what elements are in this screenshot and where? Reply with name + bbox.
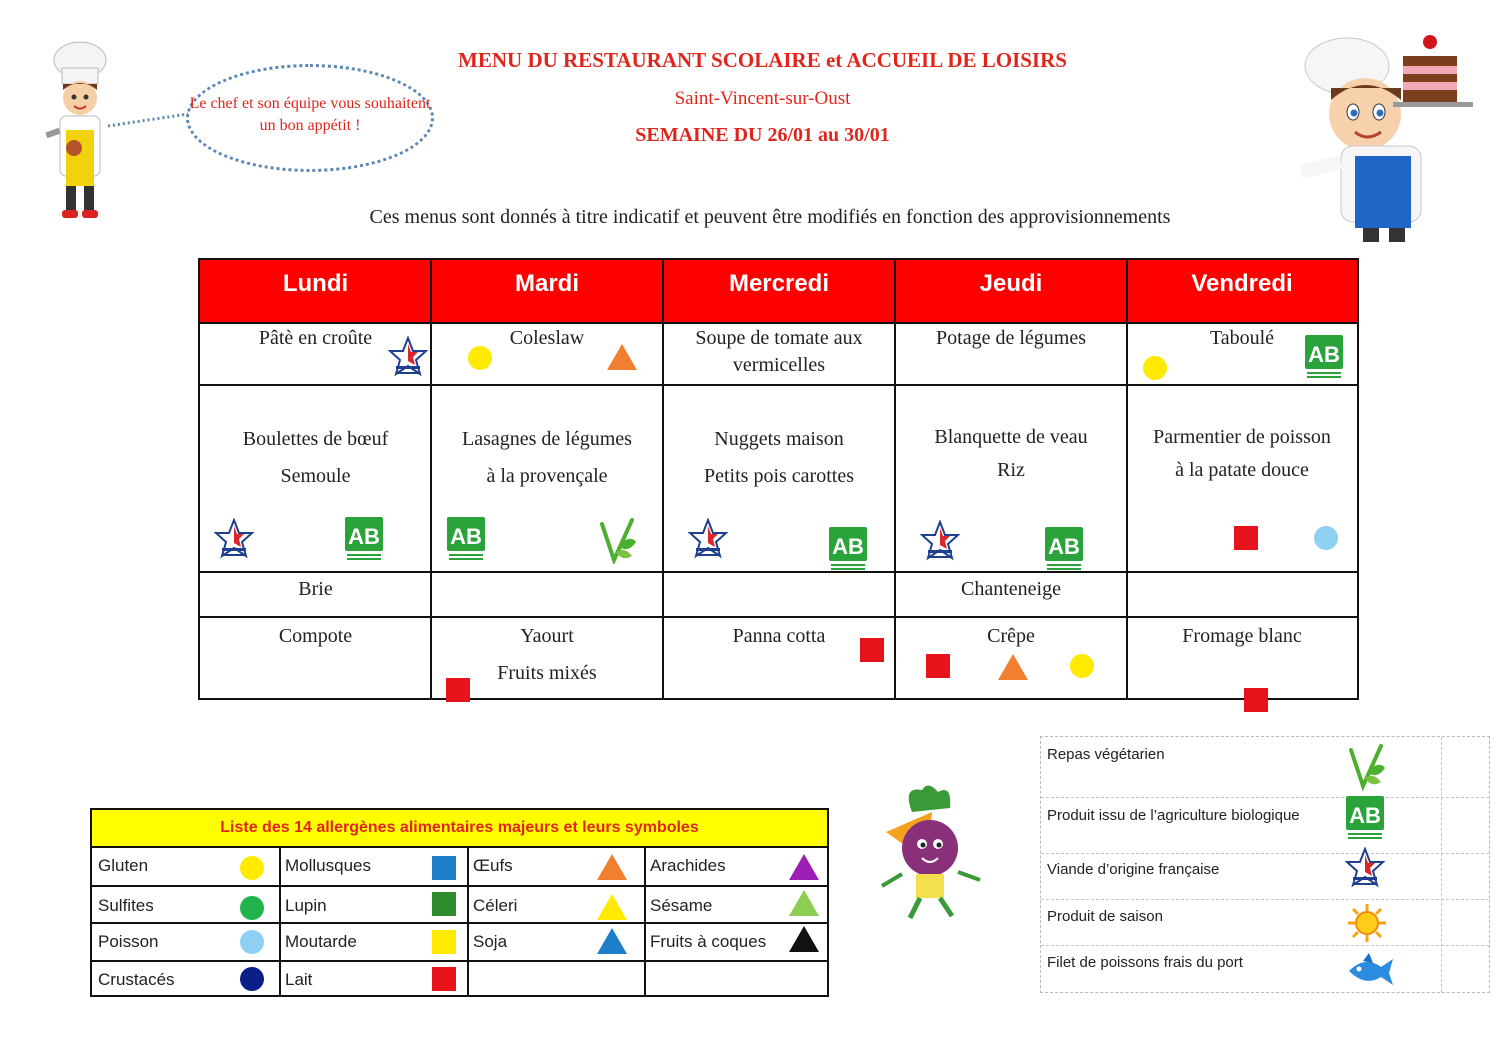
plat-line: Petits pois carottes: [704, 465, 854, 487]
lupin-symbol-icon: [432, 892, 456, 916]
allergen-oeufs-icon: [998, 654, 1028, 680]
day-lundi: Lundi: [282, 270, 349, 297]
day-mardi: Mardi: [514, 270, 579, 297]
legend-label: Viande d’origine française: [1047, 861, 1220, 878]
beet-mascot-illustration: [872, 782, 990, 924]
agriculture-bio-icon: [344, 516, 384, 562]
allergen-name: Œufs: [473, 856, 513, 875]
col-divider: [279, 848, 281, 997]
legend-row-divider: [1041, 899, 1489, 900]
fish-icon: [1345, 951, 1395, 989]
plat-line: Semoule: [280, 465, 351, 487]
allergen-oeufs-icon: [607, 344, 637, 370]
agriculture-bio-icon: [446, 516, 486, 562]
entree-mardi: Coleslaw: [509, 327, 585, 349]
allergen-name: Céleri: [473, 896, 518, 915]
sun-icon: [1347, 903, 1387, 943]
row-divider: [200, 571, 1357, 573]
allergen-lait-icon: [446, 678, 470, 702]
legend-label: Produit de saison: [1047, 908, 1163, 925]
moutarde-symbol-icon: [432, 930, 456, 954]
plat-mercredi: [663, 421, 895, 495]
fruits-a-coques-symbol-icon: [789, 926, 819, 952]
allergen-name: Sulfites: [98, 896, 154, 915]
plat-vendredi: [1127, 421, 1357, 487]
town-name: Saint-Vincent-sur-Oust: [674, 88, 851, 109]
allergen-name: Soja: [473, 932, 508, 951]
viande-bovine-france-icon: [214, 518, 254, 562]
legend-label: Produit issu de l’agriculture biologique: [1047, 807, 1300, 824]
dessert-line: Crêpe: [987, 625, 1035, 647]
col-divider: [644, 848, 646, 997]
fromage-jeudi: Chanteneige: [961, 578, 1061, 600]
dessert-jeudi: [895, 618, 1127, 655]
allergen-lait-icon: [860, 638, 884, 662]
allergen-name: Mollusques: [285, 856, 371, 875]
page-title: MENU DU RESTAURANT SCOLAIRE et ACCUEIL DE LOISIRS: [458, 48, 1067, 72]
allergen-name: Moutarde: [285, 932, 357, 951]
poisson-symbol-icon: [240, 930, 264, 954]
day-mercredi: Mercredi: [728, 270, 830, 297]
plat-lundi: [200, 421, 431, 495]
allergen-table: [90, 808, 829, 997]
viande-bovine-france-icon: [388, 336, 428, 380]
plat-jeudi: [895, 421, 1127, 487]
legend-label: Filet de poissons frais du port: [1047, 954, 1243, 971]
plat-line: Lasagnes de légumes: [462, 428, 632, 450]
sulfites-symbol-icon: [240, 896, 264, 920]
allergen-lait-icon: [926, 654, 950, 678]
row-divider: [92, 885, 827, 887]
dessert-line: Panna cotta: [732, 625, 826, 647]
agriculture-bio-icon: [1304, 334, 1344, 380]
vegetarian-icon: [598, 516, 638, 564]
row-divider: [200, 384, 1357, 386]
plat-line: Boulettes de bœuf: [242, 428, 389, 450]
gluten-symbol-icon: [240, 856, 264, 880]
row-divider: [200, 322, 1357, 324]
row-divider: [92, 922, 827, 924]
plat-line: Parmentier de poisson: [1153, 426, 1331, 448]
allergen-name: Lait: [285, 970, 313, 989]
viande-bovine-france-icon: [920, 520, 960, 564]
legend-row-divider: [1041, 945, 1489, 946]
dessert-line: Fruits mixés: [497, 662, 597, 684]
agriculture-bio-icon: [1345, 795, 1385, 841]
ab-logo-text: AB: [1308, 342, 1340, 367]
allergen-name: Sésame: [650, 896, 713, 915]
chef-left-illustration: [40, 40, 120, 225]
fromage-lundi: Brie: [298, 578, 333, 600]
entree-lundi: Pâtè en croûte: [258, 327, 373, 349]
bubble-tail: [108, 110, 190, 130]
day-vendredi: Vendredi: [1191, 270, 1293, 297]
sesame-symbol-icon: [789, 890, 819, 916]
legend-label: Repas végétarien: [1047, 746, 1165, 763]
viande-bovine-france-icon: [1345, 847, 1385, 891]
crustaces-symbol-icon: [240, 967, 264, 991]
ab-logo-text: AB: [348, 524, 380, 549]
chef-right-illustration: [1285, 22, 1485, 247]
plat-line: Riz: [997, 459, 1025, 481]
allergen-name: Fruits à coques: [650, 932, 767, 951]
dessert-lundi: [200, 618, 431, 655]
ab-logo-text: AB: [1048, 534, 1080, 559]
dessert-line: Fromage blanc: [1182, 625, 1302, 647]
allergen-lait-icon: [1234, 526, 1258, 550]
agriculture-bio-icon: [1044, 526, 1084, 572]
day-jeudi: Jeudi: [979, 270, 1043, 297]
agriculture-bio-icon: [828, 526, 868, 572]
allergen-name: Arachides: [650, 856, 726, 875]
vegetarian-icon: [1347, 741, 1387, 791]
legend-box: [1040, 736, 1490, 993]
legend-row-divider: [1041, 853, 1489, 854]
dessert-line: Yaourt: [520, 625, 574, 647]
plat-line: Blanquette de veau: [934, 426, 1088, 448]
allergen-gluten-icon: [1070, 654, 1094, 678]
ab-logo-text: AB: [1349, 803, 1381, 828]
oeufs-symbol-icon: [597, 854, 627, 880]
allergen-table-title: Liste des 14 allergènes alimentaires majeurs et leurs symboles: [92, 810, 827, 848]
plat-line: à la provençale: [486, 465, 608, 487]
menu-table: [198, 258, 1359, 700]
allergen-lait-icon: [1244, 688, 1268, 712]
speech-bubble: Le chef et son équipe vous souhaitent un bon appétit !: [186, 64, 434, 172]
disclaimer-note: Ces menus sont donnés à titre indicatif et peuvent être modifiés en fonction des approvisionnements: [369, 206, 1171, 228]
dessert-vendredi: [1127, 618, 1357, 655]
viande-bovine-france-icon: [688, 518, 728, 562]
allergen-name: Gluten: [98, 856, 149, 875]
allergen-name: Poisson: [98, 932, 159, 951]
celeri-symbol-icon: [597, 894, 627, 920]
plat-line: Nuggets maison: [714, 428, 844, 450]
arachides-symbol-icon: [789, 854, 819, 880]
entree-mercredi: Soupe de tomate aux vermicelles: [695, 327, 863, 376]
col-divider: [467, 848, 469, 997]
mollusques-symbol-icon: [432, 856, 456, 880]
week-label: SEMAINE DU 26/01 au 30/01: [635, 124, 890, 146]
entree-vendredi: Taboulé: [1209, 327, 1275, 349]
ab-logo-text: AB: [450, 524, 482, 549]
legend-row-divider: [1041, 797, 1489, 798]
allergen-name: Crustacés: [98, 970, 175, 989]
allergen-gluten-icon: [468, 346, 492, 370]
legend-col-divider: [1441, 737, 1442, 992]
plat-mardi: [431, 421, 663, 495]
soja-symbol-icon: [597, 928, 627, 954]
allergen-name: Lupin: [285, 896, 327, 915]
plat-line: à la patate douce: [1175, 459, 1309, 481]
lait-symbol-icon: [432, 967, 456, 991]
dessert-line: Compote: [278, 625, 353, 647]
allergen-gluten-icon: [1143, 356, 1167, 380]
row-divider: [92, 960, 827, 962]
entree-jeudi: Potage de légumes: [936, 327, 1086, 349]
ab-logo-text: AB: [832, 534, 864, 559]
allergen-poisson-icon: [1314, 526, 1338, 550]
